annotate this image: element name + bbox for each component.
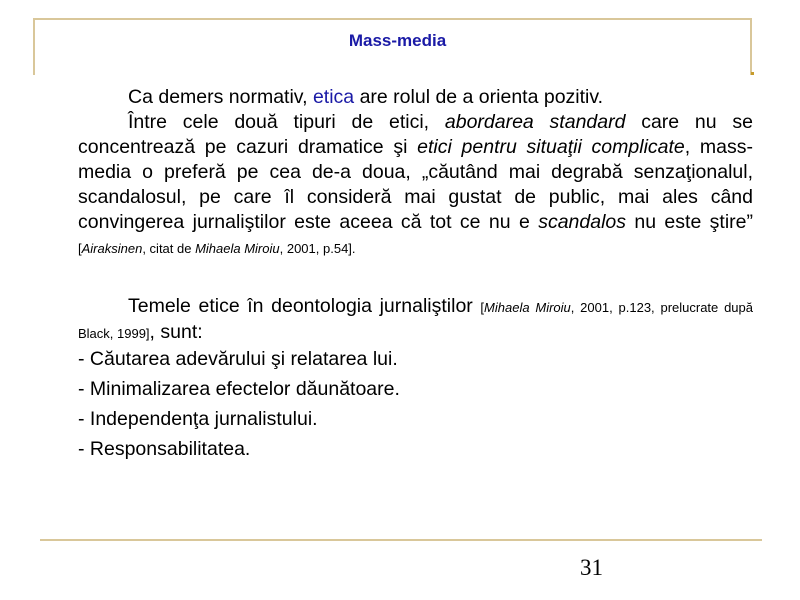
p2-italic-1: abordarea standard <box>444 111 626 133</box>
slide-body <box>78 85 753 466</box>
cite3-open: [ <box>480 300 485 315</box>
themes-lead: Temele etice în deontologia jurnaliştilor <box>128 295 481 317</box>
list-item-minimize-harm: - Minimalizarea efectelor dăunătoare. <box>78 378 400 400</box>
etica-highlight: etica <box>312 86 355 108</box>
p2-text-2: care nu se concentrează pe cazuri dramatice şi <box>78 111 753 158</box>
p2-italic-3: scandalos <box>538 211 626 233</box>
p2-text-3: , mass-media o preferă pe cea de-a doua, „căutând mai degrabă senzaţionalul, scandalosul, pe care îl consideră mai gustat de public, mai ales când convingerea jurnaliştilor este aceea că tot ce nu e <box>78 136 753 233</box>
cite-end: , 2001, p.54]. <box>279 241 356 256</box>
p2-italic-2: etici pentru situaţii complicate <box>417 136 685 158</box>
p2-text-1: Între cele două tipuri de etici, <box>128 111 445 133</box>
slide-title: Mass-media <box>348 31 447 50</box>
list-item-truth: - Căutarea adevărului şi relatarea lui. <box>78 348 398 370</box>
page-number: 31 <box>580 555 603 580</box>
list-item-responsibility: - Responsabilitatea. <box>78 438 251 460</box>
bottom-frame-line <box>40 539 762 541</box>
paragraph-spacer <box>78 261 753 294</box>
cite-open: [ <box>78 241 82 256</box>
p2-text-4: nu este ştire” <box>626 211 753 233</box>
paragraph-ethical-themes <box>78 294 753 346</box>
cite-author-2: Mihaela Miroiu <box>195 241 280 256</box>
frame-corner-dot <box>751 72 754 75</box>
cite3-author: Mihaela Miroiu <box>484 300 571 315</box>
themes-tail: , sunt: <box>149 321 203 343</box>
list-item-independence: - Independenţa jurnalistului. <box>78 408 318 430</box>
cite-middle: , citat de <box>142 241 196 256</box>
intro-text-start: Ca demers normativ, <box>128 86 313 108</box>
citation-airaksinen <box>78 241 356 256</box>
top-frame-line <box>33 18 752 20</box>
paragraph-ethics-types <box>78 110 753 261</box>
cite-author-1: Airaksinen <box>81 241 143 256</box>
intro-text-end: are rolul de a orienta pozitiv. <box>354 86 604 108</box>
paragraph-intro <box>78 85 753 110</box>
cite3-rest: , 2001, p.123, prelucrate după Black, 1999] <box>78 300 753 341</box>
